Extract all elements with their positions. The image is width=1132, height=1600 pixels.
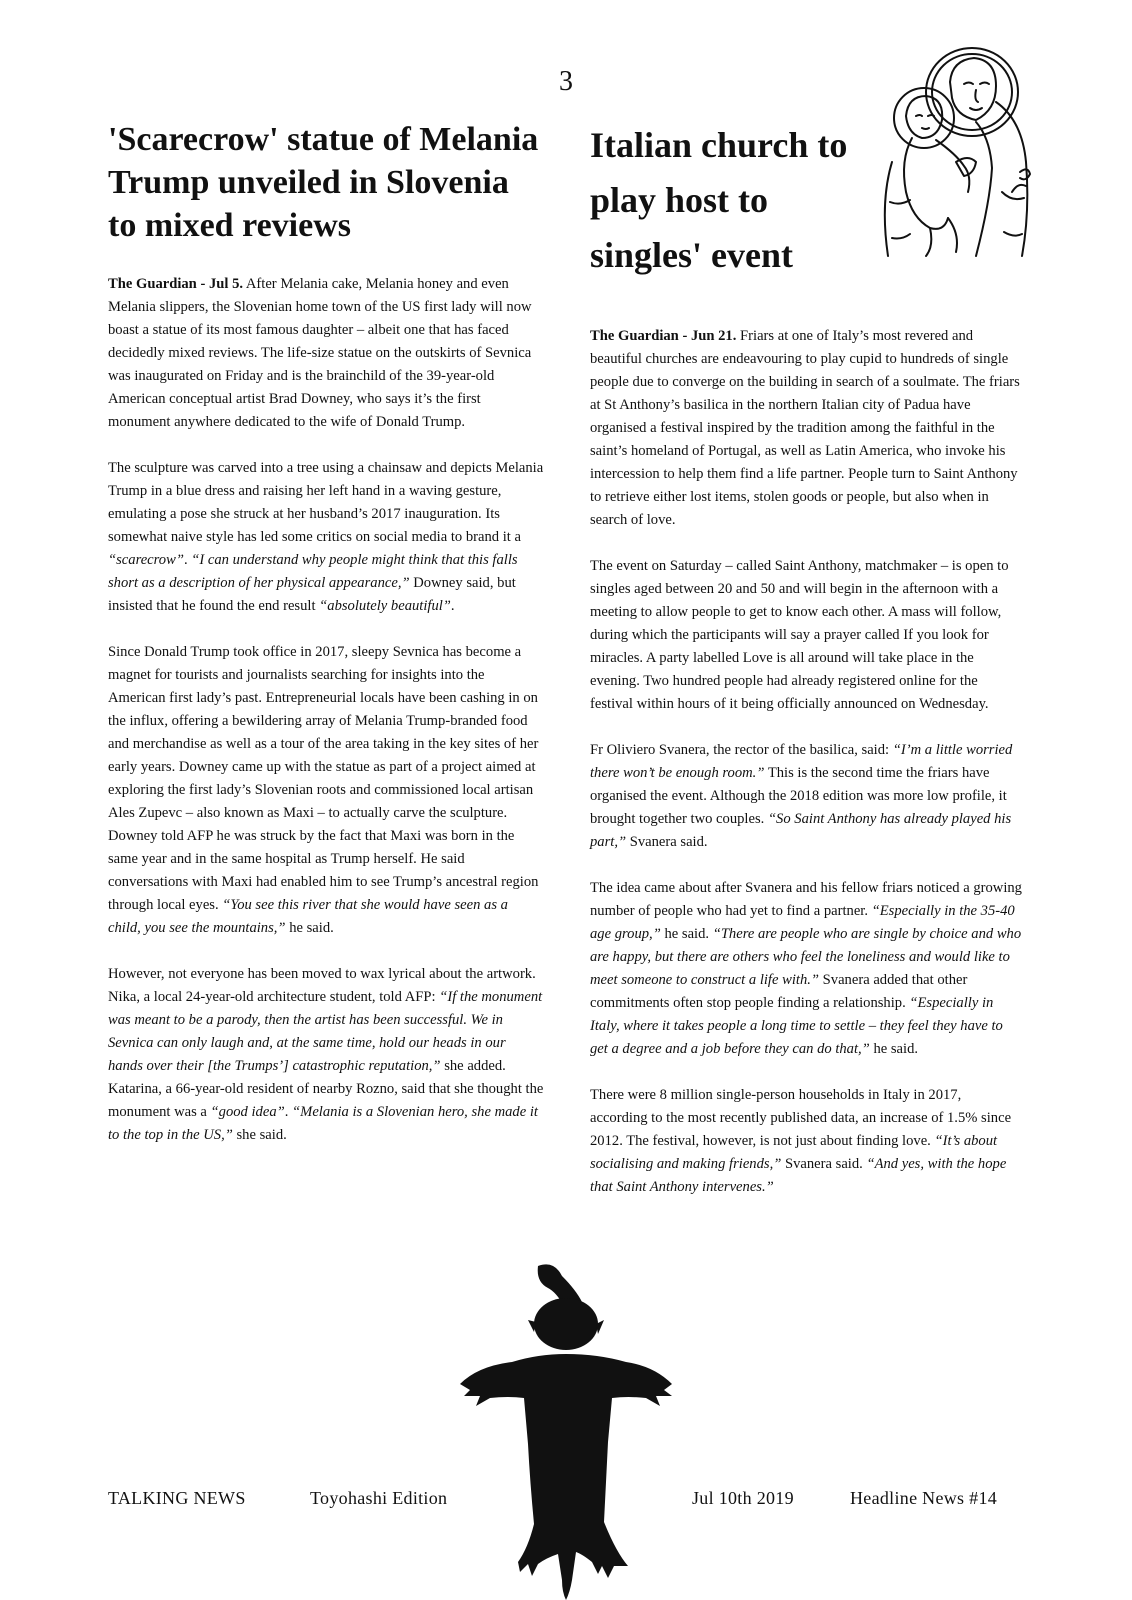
quote-text: “Especially in Italy, where it takes people a long time to settle – they feel they have to get a degree and a job before they can do that,” bbox=[590, 995, 1003, 1057]
quote-text: “I’m a little worried there won’t be enough room.” bbox=[590, 742, 1013, 781]
quote-text: “good idea” bbox=[210, 1104, 285, 1120]
article-paragraph bbox=[590, 325, 1022, 532]
body-text: Svanera added that other commitments often stop people finding a relationship. bbox=[590, 972, 968, 1011]
right-article-body bbox=[590, 325, 1022, 1199]
quote-text: “There are people who are single by choice and who are happy, but there are others who feel the loneliness and would like to meet someone to construct a life with.” bbox=[590, 926, 1022, 988]
article-paragraph bbox=[590, 1084, 1022, 1199]
body-text: he said. bbox=[660, 926, 713, 942]
article-source: The Guardian - Jun 21. bbox=[590, 328, 737, 344]
body-text: Downey said, but insisted that he found the end result bbox=[108, 575, 516, 614]
saint-anthony-illustration bbox=[872, 42, 1032, 262]
body-text: After Melania cake, Melania honey and even Melania slippers, the Slovenian home town of the US first lady will now boast a statue of its most famous daughter – albeit one that has faced decidedly mixed reviews. The life-size statue on the outskirts of Sevnica was inaugurated on Friday and is the brainchild of the 39-year-old American conceptual artist Brad Downey, who says it’s the first monument anywhere dedicated to the wife of Donald Trump. bbox=[108, 276, 532, 430]
body-text: There were 8 million single-person households in Italy in 2017, according to the most recently published data, an increase of 1.5% since 2012. The festival, however, is not just about finding love. bbox=[590, 1087, 1012, 1149]
body-text: This is the second time the friars have organised the event. Although the 2018 edition was more low profile, it brought together two couples. bbox=[590, 765, 1007, 827]
quote-text: “scarecrow” bbox=[108, 552, 184, 568]
body-text: The event on Saturday – called Saint Anthony, matchmaker – is open to singles aged between 20 and 50 and will begin in the afternoon with a meeting to allow people to get to know each other. A mass will follow, during which the participants will say a prayer called If you look for miracles. A party labelled Love is all around will take place in the evening. Two hundred people had already registered online for the festival within hours of it being officially announced on Wednesday. bbox=[590, 558, 1009, 712]
right-article-headline: Italian church to play host to singles' event bbox=[590, 125, 848, 275]
quote-text: “It’s about socialising and making friends,” bbox=[590, 1133, 998, 1172]
body-text: . bbox=[450, 598, 455, 614]
left-article-headline: 'Scarecrow' statue of Melania Trump unveiled in Slovenia to mixed reviews bbox=[108, 121, 539, 244]
quote-text: “Melania is a Slovenian hero, she made it to the top in the US,” bbox=[108, 1104, 538, 1143]
body-text: he said. bbox=[285, 920, 334, 936]
article-paragraph bbox=[108, 457, 544, 618]
right-article bbox=[590, 118, 1022, 1222]
body-text: Svanera said. bbox=[626, 834, 708, 850]
left-article bbox=[108, 118, 544, 1170]
body-text: The sculpture was carved into a tree using a chainsaw and depicts Melania Trump in a blue dress and raising her left hand in a waving gesture, emulating a pose she struck at her husband’s 2017 inauguration. Its somewhat naive style has led some critics on social media to brand it a bbox=[108, 460, 544, 545]
body-text: . bbox=[183, 552, 192, 568]
quote-text: “You see this river that she would have seen as a child, you see the mountains,” bbox=[108, 897, 508, 936]
quote-text: “So Saint Anthony has already played his part,” bbox=[590, 811, 1012, 850]
footer-publication: TALKING NEWS bbox=[108, 1488, 246, 1508]
left-article-body bbox=[108, 273, 544, 1147]
article-source: The Guardian - Jul 5. bbox=[108, 276, 244, 292]
body-text: Friars at one of Italy’s most revered and beautiful churches are endeavouring to play cupid to hundreds of single people due to converge on the building in search of a soulmate. The friars at St Anthony’s basilica in the northern Italian city of Padua have organised a festival inspired by the tradition among the faithful in the saint’s homeland of Portugal, as well as Latin America, who invoke his intercession to help them find a life partner. People turn to Saint Anthony to retrieve either lost items, stolen goods or people, but also when in search of love. bbox=[590, 328, 1020, 528]
page-number: 3 bbox=[559, 66, 573, 97]
article-paragraph bbox=[108, 963, 544, 1147]
article-paragraph bbox=[590, 739, 1022, 854]
body-text: The idea came about after Svanera and his fellow friars noticed a growing number of people who had yet to find a partner. bbox=[590, 880, 1022, 919]
article-paragraph bbox=[108, 273, 544, 434]
body-text: . bbox=[284, 1104, 293, 1120]
body-text: Fr Oliviero Svanera, the rector of the basilica, said: bbox=[590, 742, 893, 758]
body-text: she added. Katarina, a 66-year-old resident of nearby Rozno, said that she thought the monument was a bbox=[108, 1058, 544, 1120]
body-text: she said. bbox=[232, 1127, 287, 1143]
quote-text: “And yes, with the hope that Saint Anthony intervenes.” bbox=[590, 1156, 1007, 1195]
quote-text: “I can understand why people might think that this falls short as a description of her physical appearance,” bbox=[108, 552, 518, 591]
article-paragraph bbox=[108, 641, 544, 940]
footer-date: Jul 10th 2019 bbox=[692, 1488, 794, 1508]
quote-text: “absolutely beautiful” bbox=[319, 598, 451, 614]
body-text: Svanera said. bbox=[781, 1156, 867, 1172]
quote-text: “Especially in the 35-40 age group,” bbox=[590, 903, 1015, 942]
scarecrow-illustration bbox=[458, 1262, 676, 1600]
article-paragraph bbox=[590, 555, 1022, 716]
footer-edition: Toyohashi Edition bbox=[310, 1488, 448, 1508]
quote-text: “If the monument was meant to be a parody, then the artist has been successful. We in Sevnica can only laugh and, at the same time, hold our heads in our hands over their [the Trumps’] catastrophic reputation,” bbox=[108, 989, 543, 1074]
body-text: However, not everyone has been moved to wax lyrical about the artwork. Nika, a local 24-year-old architecture student, told AFP: bbox=[108, 966, 536, 1005]
body-text: he said. bbox=[869, 1041, 919, 1057]
article-paragraph bbox=[590, 877, 1022, 1061]
footer-issue: Headline News #14 bbox=[850, 1488, 998, 1508]
body-text: Since Donald Trump took office in 2017, sleepy Sevnica has become a magnet for tourists and journalists searching for insights into the American first lady’s past. Entrepreneurial locals have been cashing in on the influx, offering a bewildering array of Melania Trump-branded food and merchandise as well as a tour of the area taking in the key sites of her early years. Downey came up with the statue as part of a project aimed at exploring the first lady’s Slovenian roots and commissioned local artisan Ales Zupevc – also known as Maxi – to actually carve the sculpture. Downey told AFP he was struck by the fact that Maxi was born in the same year and in the same hospital as Trump herself. He said conversations with Maxi had enabled him to see Trump’s ancestral region through local eyes. bbox=[108, 644, 539, 913]
